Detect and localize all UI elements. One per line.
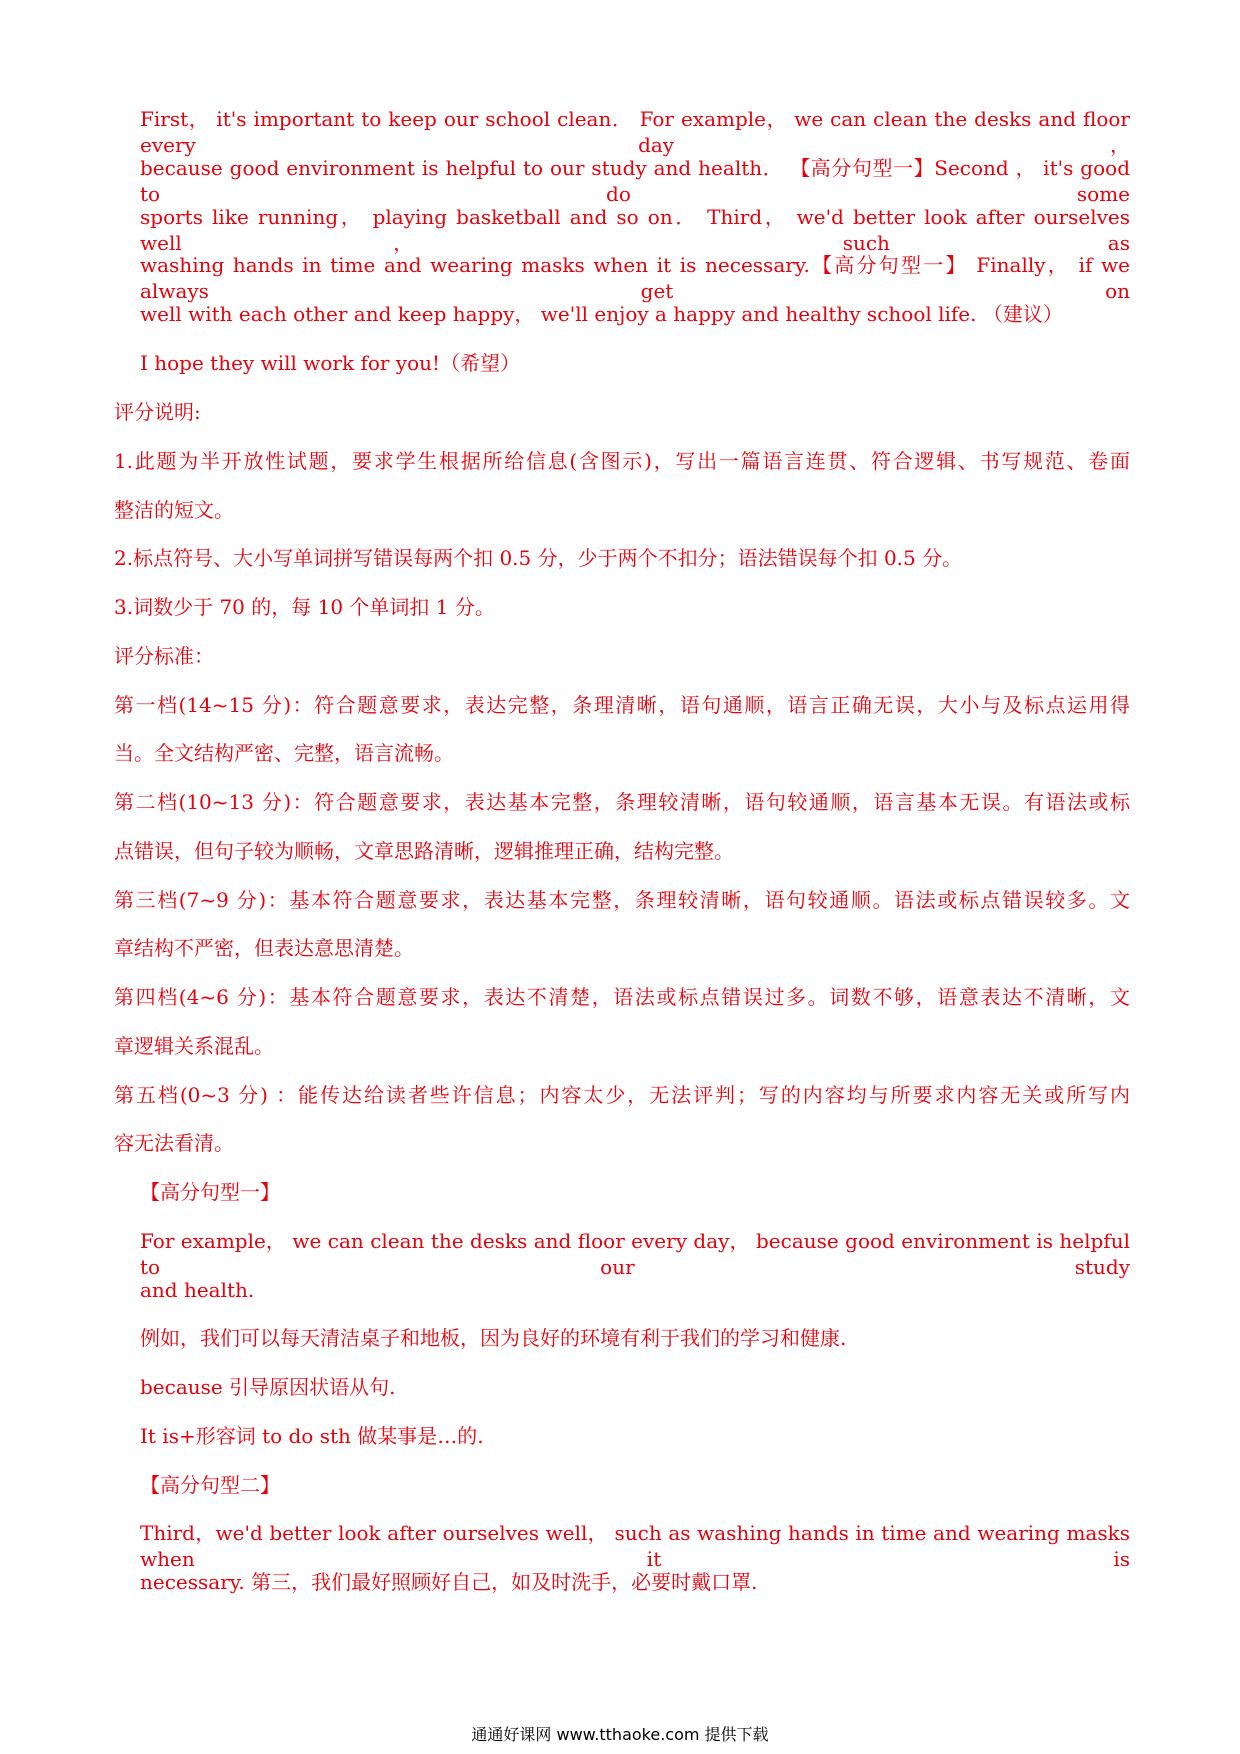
- essay-line: sports like running， playing basketball and so on． Third， we'd better look after ourselves well， such as: [140, 205, 1130, 255]
- pattern-2-sentence-line: Third，we'd better look after ourselves well， such as washing hands in time and wearing masks when it is: [140, 1521, 1130, 1571]
- tier-2-line: 点错误，但句子较为顺畅，文章思路清晰，逻辑推理正确，结构完整。: [114, 839, 734, 863]
- tier-4-line: 第四档(4~6 分)：基本符合题意要求，表达不清楚，语法或标点错误过多。词数不够，语意表达不清晰，文: [114, 985, 1130, 1009]
- pattern-2-heading: 【高分句型二】: [140, 1473, 280, 1497]
- pattern-1-sentence-line: and health.: [140, 1278, 255, 1302]
- tier-2-line: 第二档(10~13 分)：符合题意要求，表达基本完整，条理较清晰，语句较通顺，语言基本无误。有语法或标: [114, 790, 1130, 814]
- scoring-notes-heading: 评分说明:: [114, 400, 201, 424]
- page-footer: 通通好课网 www.tthaoke.com 提供下载: [471, 1725, 769, 1744]
- scoring-note-2: 2.标点符号、大小写单词拼写错误每两个扣 0.5 分，少于两个不扣分；语法错误每个扣 0.5 分。: [114, 546, 963, 570]
- pattern-1-note: because 引导原因状语从句.: [140, 1375, 396, 1399]
- tier-1-line: 第一档(14~15 分)：符合题意要求，表达完整，条理清晰，语句通顺，语言正确无误，大小与及标点运用得: [114, 693, 1130, 717]
- tier-3-line: 第三档(7~9 分)：基本符合题意要求，表达基本完整，条理较清晰，语句较通顺。语法或标点错误较多。文: [114, 888, 1130, 912]
- pattern-2-sentence-line: necessary. 第三，我们最好照顾好自己，如及时洗手，必要时戴口罩.: [140, 1570, 758, 1594]
- tier-4-line: 章逻辑关系混乱。: [114, 1034, 274, 1058]
- pattern-1-note: It is+形容词 to do sth 做某事是…的.: [140, 1424, 484, 1448]
- scoring-note-1-line: 整洁的短文。: [114, 498, 234, 522]
- essay-line: because good environment is helpful to our study and health． 【高分句型一】Second ， it's good to do some: [140, 156, 1130, 206]
- pattern-1-translation: 例如，我们可以每天清洁桌子和地板，因为良好的环境有利于我们的学习和健康.: [140, 1326, 847, 1350]
- essay-line: well with each other and keep happy， we'll enjoy a happy and healthy school life. （建议）: [140, 302, 1063, 326]
- essay-line: washing hands in time and wearing masks when it is necessary.【高分句型一】 Finally， if we always get on: [140, 253, 1130, 303]
- scoring-criteria-heading: 评分标准：: [114, 644, 214, 668]
- tier-5-line: 容无法看清。: [114, 1131, 234, 1155]
- essay-line: First， it's important to keep our school clean． For example， we can clean the desks and floor every day，: [140, 107, 1130, 157]
- tier-5-line: 第五档(0~3 分) ：能传达给读者些许信息；内容太少，无法评判；写的内容均与所要求内容无关或所写内: [114, 1083, 1130, 1107]
- scoring-note-3: 3.词数少于 70 的，每 10 个单词扣 1 分。: [114, 595, 495, 619]
- scoring-note-1-line: 1.此题为半开放性试题，要求学生根据所给信息(含图示)，写出一篇语言连贯、符合逻辑、书写规范、卷面: [114, 449, 1130, 473]
- tier-3-line: 章结构不严密，但表达意思清楚。: [114, 936, 414, 960]
- essay-closing: I hope they will work for you!（希望）: [140, 351, 521, 375]
- pattern-1-sentence-line: For example， we can clean the desks and floor every day， because good environment is helpful to our study: [140, 1229, 1130, 1279]
- tier-1-line: 当。全文结构严密、完整，语言流畅。: [114, 741, 454, 765]
- pattern-1-heading: 【高分句型一】: [140, 1180, 280, 1204]
